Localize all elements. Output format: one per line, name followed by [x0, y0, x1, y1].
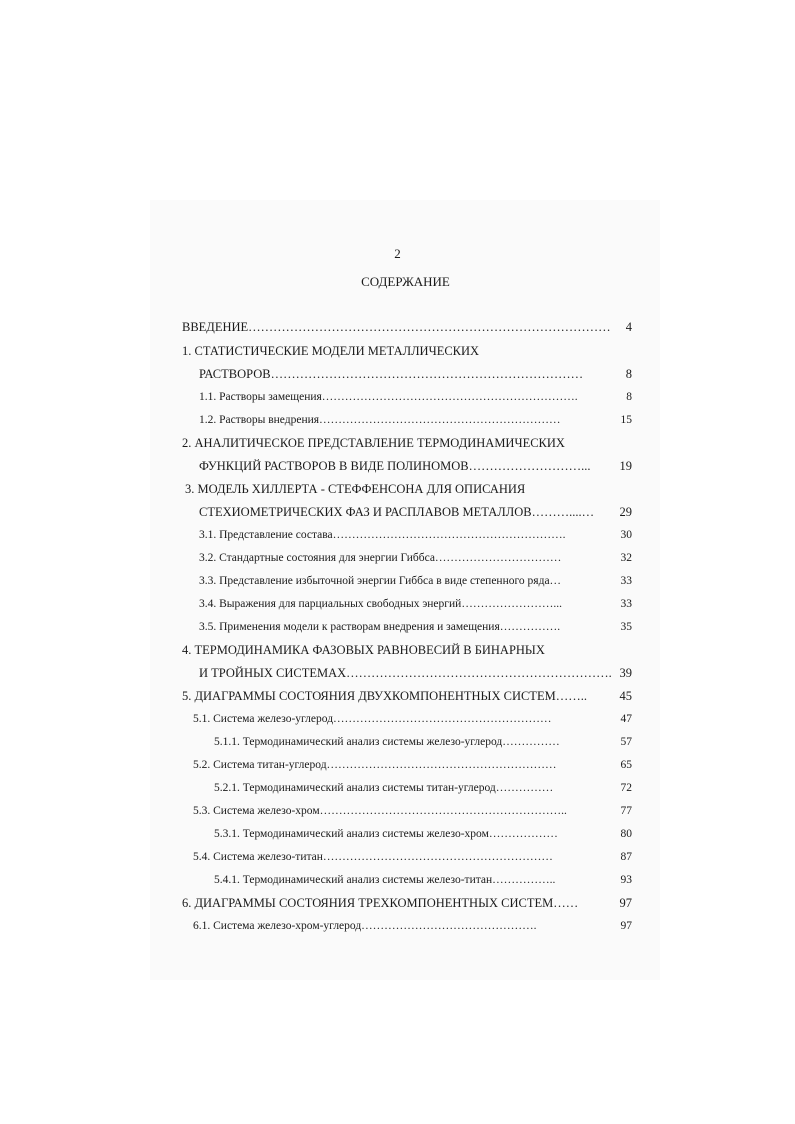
toc-entry-page: 33: [620, 575, 632, 587]
toc-entry-page: 93: [620, 874, 632, 886]
toc-entry-page: 47: [620, 713, 632, 725]
toc-entry: [182, 688, 632, 705]
toc-entry: [199, 389, 632, 406]
toc-entry: [193, 711, 632, 728]
toc-entry-text: 4. ТЕРМОДИНАМИКА ФАЗОВЫХ РАВНОВЕСИЙ В БИНАРНЫХ: [182, 643, 545, 657]
toc-entry-page: 33: [620, 598, 632, 610]
toc-entry-page: 72: [620, 782, 632, 794]
toc-entry-text: 6. ДИАГРАММЫ СОСТОЯНИЯ ТРЕХКОМПОНЕНТНЫХ СИСТЕМ……: [182, 896, 579, 910]
toc-entry: [199, 573, 632, 590]
toc-entry-text: 5.3. Система железо-хром………………………………………………………..: [193, 805, 567, 817]
toc-entry: [193, 803, 632, 820]
toc-entry-page: 8: [625, 367, 632, 381]
toc-entry-text: 5.4.1. Термодинамический анализ системы железо-титан……………..: [214, 874, 556, 886]
toc-entry: [193, 849, 632, 866]
toc-entry-text: 3.5. Применения модели к растворам внедрения и замещения…………….: [199, 621, 561, 633]
toc-entry: [199, 550, 632, 567]
toc-entry: [182, 435, 632, 452]
toc-entry: [182, 343, 632, 360]
toc-entry-page: 45: [619, 689, 632, 703]
toc-entry: [214, 780, 632, 797]
toc-entry: [214, 826, 632, 843]
toc-entry-page: 87: [620, 851, 632, 863]
toc-entry-text: ВВЕДЕНИЕ……………………………………………………………………………: [182, 320, 611, 334]
toc-entry: [199, 665, 632, 682]
toc-entry-text: 1.1. Растворы замещения………………………………………………………….: [199, 391, 578, 403]
toc-entry-text: 5.1. Система железо-углерод…………………………………………………: [193, 713, 552, 725]
page-number: 2: [394, 246, 401, 261]
toc-entry: [199, 412, 632, 429]
toc-entry-text: 6.1. Система железо-хром-углерод……………………………………….: [193, 920, 537, 932]
toc-entry: [199, 619, 632, 636]
toc-entry: [199, 596, 632, 613]
toc-entry-page: 57: [620, 736, 632, 748]
toc-entry-text: 1. СТАТИСТИЧЕСКИЕ МОДЕЛИ МЕТАЛЛИЧЕСКИХ: [182, 344, 480, 358]
toc-entry: [193, 918, 632, 935]
toc-entry: [182, 895, 632, 912]
toc-entry-page: 19: [619, 459, 632, 473]
toc-entry: [185, 481, 632, 498]
toc-entry: [214, 872, 632, 889]
toc-entry: [199, 527, 632, 544]
toc-entry-text: РАСТВОРОВ…………………………………………………………………: [199, 367, 584, 381]
toc-entry: [199, 458, 632, 475]
toc-entry-text: ФУНКЦИЙ РАСТВОРОВ В ВИДЕ ПОЛИНОМОВ………………………...: [199, 459, 591, 473]
toc-entry-text: 1.2. Растворы внедрения………………………………………………………: [199, 414, 561, 426]
toc-title: СОДЕРЖАНИЕ: [361, 274, 450, 289]
toc-entry-page: 32: [620, 552, 632, 564]
toc-entry-text: 5.1.1. Термодинамический анализ системы железо-углерод……………: [214, 736, 560, 748]
toc-entry-page: 35: [620, 621, 632, 633]
toc-entry: [199, 504, 632, 521]
toc-entry-text: 5.3.1. Термодинамический анализ системы железо-хром………………: [214, 828, 558, 840]
toc-entry-text: 5.2. Система титан-углерод……………………………………………………: [193, 759, 557, 771]
toc-entry-text: СТЕХИОМЕТРИЧЕСКИХ ФАЗ И РАСПЛАВОВ МЕТАЛЛОВ………....…: [199, 505, 595, 519]
toc-entry: [193, 757, 632, 774]
toc-entry-page: 97: [619, 896, 632, 910]
toc-entry-text: 5. ДИАГРАММЫ СОСТОЯНИЯ ДВУХКОМПОНЕНТНЫХ СИСТЕМ……..: [182, 689, 587, 703]
toc-entry-page: 77: [620, 805, 632, 817]
toc-entry-page: 65: [620, 759, 632, 771]
toc-entry-page: 80: [620, 828, 632, 840]
toc-entry-page: 8: [626, 391, 632, 403]
toc-entry-text: 3.1. Представление состава…………………………………………………….: [199, 529, 566, 541]
toc-entry-text: И ТРОЙНЫХ СИСТЕМАХ……………………………………………………….: [199, 666, 612, 680]
toc-entry-text: 3. МОДЕЛЬ ХИЛЛЕРТА - СТЕФФЕНСОНА ДЛЯ ОПИСАНИЯ: [185, 482, 526, 496]
toc-entry-page: 30: [620, 529, 632, 541]
toc-entry-page: 4: [625, 320, 632, 334]
toc-entry-page: 15: [620, 414, 632, 426]
toc-entry-page: 97: [620, 920, 632, 932]
toc-entry-page: 29: [619, 505, 632, 519]
toc-entry-text: 3.3. Представление избыточной энергии Гиббса в виде степенного ряда…: [199, 575, 562, 587]
toc-entry-page: 39: [619, 666, 632, 680]
toc-entry: [214, 734, 632, 751]
toc-entry: [199, 366, 632, 383]
toc-entry-text: 2. АНАЛИТИЧЕСКОЕ ПРЕДСТАВЛЕНИЕ ТЕРМОДИНАМИЧЕСКИХ: [182, 436, 565, 450]
toc-entry-text: 5.4. Система железо-титан……………………………………………………: [193, 851, 553, 863]
toc-entry-text: 3.2. Стандартные состояния для энергии Гиббса……………………………: [199, 552, 562, 564]
toc-entry-text: 5.2.1. Термодинамический анализ системы титан-углерод……………: [214, 782, 554, 794]
toc-entry: [182, 642, 632, 659]
toc-entry-text: 3.4. Выражения для парциальных свободных энергий……………………...: [199, 598, 562, 610]
toc-entry: [182, 319, 632, 336]
